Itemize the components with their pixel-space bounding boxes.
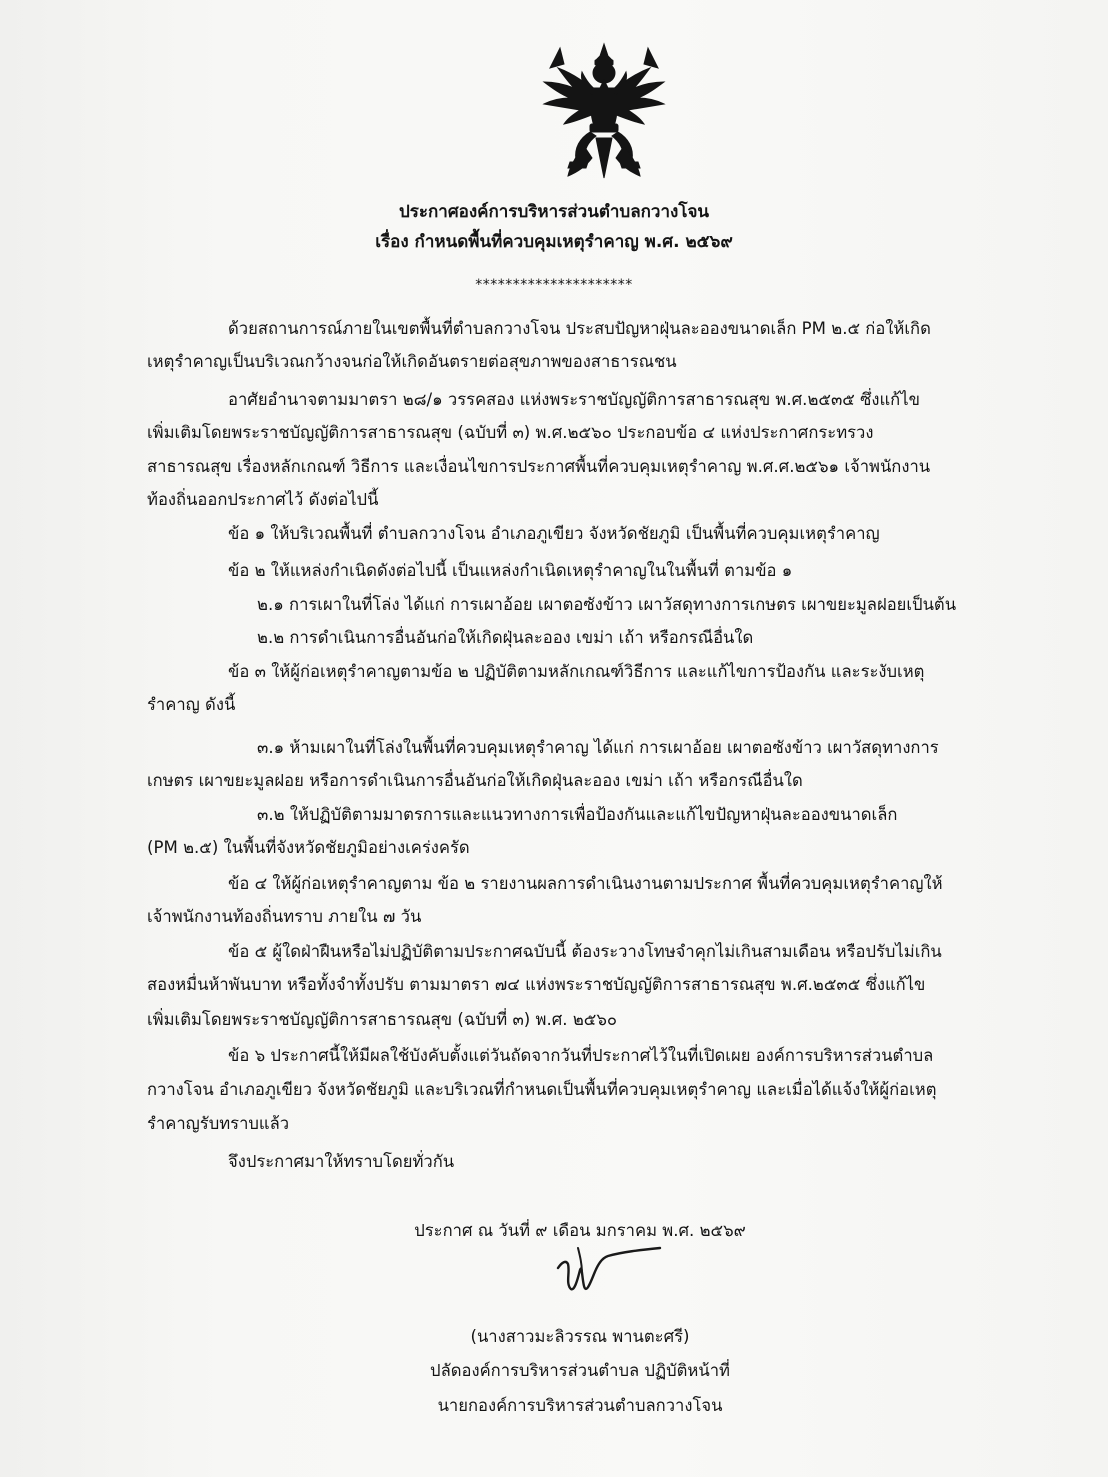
body-line: ข้อ ๒ ให้แหล่งกำเนิดดังต่อไปนี้ เป็นแหล่งกำเนิดเหตุรำคาญในในพื้นที่ ตามข้อ ๑ bbox=[228, 561, 793, 580]
closing-line: จึงประกาศมาให้ทราบโดยทั่วกัน bbox=[228, 1152, 455, 1171]
announcement-date: ประกาศ ณ วันที่ ๙ เดือน มกราคม พ.ศ. ๒๕๖๙ bbox=[414, 1221, 746, 1240]
signer-role: นายกองค์การบริหารส่วนตำบลกวางโจน bbox=[437, 1396, 723, 1415]
body-line: ข้อ ๑ ให้บริเวณพื้นที่ ตำบลกวางโจน อำเภอภูเขียว จังหวัดชัยภูมิ เป็นพื้นที่ควบคุมเหตุรำคาญ bbox=[228, 524, 880, 543]
title-separator: ********************* bbox=[475, 277, 633, 293]
handwritten-signature bbox=[548, 1238, 668, 1318]
body-line: ข้อ ๓ ให้ผู้ก่อเหตุรำคาญตามข้อ ๒ ปฏิบัติตามหลักเกณฑ์วิธีการ และแก้ไขการป้องกัน และระงับเหตุ bbox=[228, 662, 925, 681]
body-line: รำคาญ ดังนี้ bbox=[147, 695, 236, 714]
body-line: ด้วยสถานการณ์ภายในเขตพื้นที่ตำบลกวางโจน ประสบปัญหาฝุ่นละอองขนาดเล็ก PM ๒.๕ ก่อให้เกิด bbox=[228, 319, 931, 338]
body-line: รำคาญรับทราบแล้ว bbox=[147, 1114, 290, 1133]
document-subject: เรื่อง กำหนดพื้นที่ควบคุมเหตุรำคาญ พ.ศ. ๒๕๖๙ bbox=[375, 232, 733, 252]
body-line: เจ้าพนักงานท้องถิ่นทราบ ภายใน ๗ วัน bbox=[147, 907, 422, 926]
body-line: ๓.๒ ให้ปฏิบัติตามมาตรการและแนวทางการเพื่อป้องกันและแก้ไขปัญหาฝุ่นละอองขนาดเล็ก bbox=[257, 805, 898, 824]
body-line: อาศัยอำนาจตามมาตรา ๒๘/๑ วรรคสอง แห่งพระราชบัญญัติการสาธารณสุข พ.ศ.๒๕๓๕ ซึ่งแก้ไข bbox=[228, 390, 920, 409]
body-line: เพิ่มเติมโดยพระราชบัญญัติการสาธารณสุข (ฉบับที่ ๓) พ.ศ. ๒๕๖๐ bbox=[147, 1010, 618, 1029]
body-line: ข้อ ๕ ผู้ใดฝ่าฝืนหรือไม่ปฏิบัติตามประกาศฉบับนี้ ต้องระวางโทษจำคุกไม่เกินสามเดือน หรือปรับไม่เกิน bbox=[228, 942, 942, 961]
body-line: ข้อ ๖ ประกาศนี้ให้มีผลใช้บังคับตั้งแต่วันถัดจากวันที่ประกาศไว้ในที่เปิดเผย องค์การบริหารส่วนตำบล bbox=[228, 1046, 934, 1065]
body-line: ๒.๒ การดำเนินการอื่นอันก่อให้เกิดฝุ่นละออง เขม่า เถ้า หรือกรณีอื่นใด bbox=[257, 628, 754, 647]
body-line: สองหมื่นห้าพันบาท หรือทั้งจำทั้งปรับ ตามมาตรา ๗๔ แห่งพระราชบัญญัติการสาธารณสุข พ.ศ.๒๕๓๕ ซึ่งแก้ไข bbox=[147, 975, 926, 994]
body-line: กวางโจน อำเภอภูเขียว จังหวัดชัยภูมิ และบริเวณที่กำหนดเป็นพื้นที่ควบคุมเหตุรำคาญ และเมื่อได้แจ้งให้ผู้ก่อเหตุ bbox=[147, 1080, 937, 1099]
body-line: สาธารณสุข เรื่องหลักเกณฑ์ วิธีการ และเงื่อนไขการประกาศพื้นที่ควบคุมเหตุรำคาญ พ.ศ.ศ.๒๕๖๑ เจ้าพนักงาน bbox=[147, 457, 931, 476]
body-line: ข้อ ๔ ให้ผู้ก่อเหตุรำคาญตาม ข้อ ๒ รายงานผลการดำเนินงานตามประกาศ พื้นที่ควบคุมเหตุรำคาญให้ bbox=[228, 874, 943, 893]
garuda-emblem bbox=[530, 38, 678, 183]
body-line: เกษตร เผาขยะมูลฝอย หรือการดำเนินการอื่นอันก่อให้เกิดฝุ่นละออง เขม่า เถ้า หรือกรณีอื่นใด bbox=[147, 771, 803, 790]
body-line: ๒.๑ การเผาในที่โล่ง ได้แก่ การเผาอ้อย เผาตอซังข้าว เผาวัสดุทางการเกษตร เผาขยะมูลฝอยเป็นต้น bbox=[257, 595, 957, 614]
body-line: เหตุรำคาญเป็นบริเวณกว้างจนก่อให้เกิดอันตรายต่อสุขภาพของสาธารณชน bbox=[147, 352, 677, 371]
body-line: ๓.๑ ห้ามเผาในที่โล่งในพื้นที่ควบคุมเหตุรำคาญ ได้แก่ การเผาอ้อย เผาตอซังข้าว เผาวัสดุทางการ bbox=[257, 738, 939, 757]
signer-name: (นางสาวมะลิวรรณ พานตะศรี) bbox=[470, 1327, 690, 1346]
body-line: (PM ๒.๕) ในพื้นที่จังหวัดชัยภูมิอย่างเคร่งครัด bbox=[147, 838, 470, 857]
body-line: เพิ่มเติมโดยพระราชบัญญัติการสาธารณสุข (ฉบับที่ ๓) พ.ศ.๒๕๖๐ ประกอบข้อ ๔ แห่งประกาศกระทรวง bbox=[147, 423, 874, 442]
document-title: ประกาศองค์การบริหารส่วนตำบลกวางโจน bbox=[398, 202, 710, 222]
signer-position: ปลัดองค์การบริหารส่วนตำบล ปฏิบัติหน้าที่ bbox=[430, 1361, 730, 1380]
body-line: ท้องถิ่นออกประกาศไว้ ดังต่อไปนี้ bbox=[147, 490, 379, 509]
